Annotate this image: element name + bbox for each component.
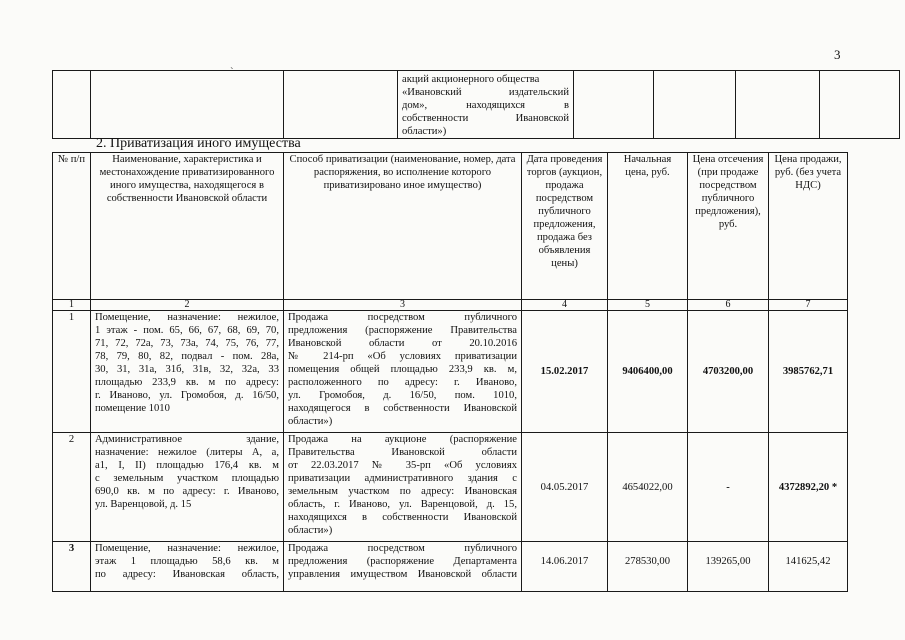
column-number: 4 — [522, 300, 608, 311]
column-number: 2 — [91, 300, 284, 311]
row-date: 04.05.2017 — [522, 433, 608, 542]
row-cutoff-price: 4703200,00 — [688, 311, 769, 433]
row-start-price: 9406400,00 — [608, 311, 688, 433]
row-cutoff-price: 139265,00 — [688, 542, 769, 592]
row-num: 2 — [53, 433, 91, 542]
row-method: Продажа посредством публичного предложения (распоряжение Правительства Ивановской области от 20.10.2016 № 214-рп «Об условиях приватизации помещения общей площадью 233,9 кв. м, расположенного по адресу: г. Иваново, ул. Громобоя, д. 16/50, пом. 1010, находящегося в собственности Ивановской области») — [284, 311, 522, 433]
header-num: № п/п — [53, 153, 91, 300]
row-date: 15.02.2017 — [522, 311, 608, 433]
table-row — [53, 311, 848, 433]
section-title: 2. Приватизация иного имущества — [96, 136, 301, 151]
header-date: Дата проведения торгов (аукцион, продажа посредством публичного предложения, продажа без объявления цены) — [522, 153, 608, 300]
column-number: 5 — [608, 300, 688, 311]
header-method: Способ приватизации (наименование, номер, дата распоряжения, во исполнение которого приватизировано иное имущество) — [284, 153, 522, 300]
table-row — [53, 542, 848, 592]
row-method: Продажа посредством публичного предложения (распоряжение Департамента управления имуществом Ивановской области — [284, 542, 522, 592]
header-start-price: Начальная цена, руб. — [608, 153, 688, 300]
row-method: Продажа на аукционе (распоряжение Правительства Ивановской области от 22.03.2017 № 35-рп «Об условиях приватизации административного здания с земельным участком по адресу: Ивановская область, г. Иваново, ул. Варенцовой, д. 15, находящихся в собственности Ивановской области») — [284, 433, 522, 542]
table-header-row — [53, 153, 848, 300]
row-start-price: 4654022,00 — [608, 433, 688, 542]
column-number: 6 — [688, 300, 769, 311]
column-number-row — [53, 300, 848, 311]
row-sale-price: 4372892,20 * — [769, 433, 848, 542]
table-row — [53, 433, 848, 542]
stray-mark: ˋ — [230, 66, 234, 78]
row-name: Помещение, назначение: нежилое, 1 этаж - пом. 65, 66, 67, 68, 69, 70, 71, 72, 72а, 73, 73а, 74, 75, 76, 77, 78, 79, 80, 82, подвал - пом. 28а, 30, 31, 31а, 31б, 31в, 32, 32а, 33 площадью 233,9 кв. м по адресу: г. Иваново, ул. Громобоя, д. 16/50, помещение 1010 — [91, 311, 284, 433]
row-start-price: 278530,00 — [608, 542, 688, 592]
header-name: Наименование, характеристика и местонахождение приватизированного иного имущества, находящегося в собственности Ивановской области — [91, 153, 284, 300]
privatization-table — [52, 152, 848, 592]
row-name: Административное здание, назначение: нежилое (литеры А, а, а1, I, II) площадью 176,4 кв. м с земельным участком площадью 690,0 кв. м по адресу: г. Иваново, ул. Варенцовой, д. 15 — [91, 433, 284, 542]
column-number: 1 — [53, 300, 91, 311]
row-cutoff-price: - — [688, 433, 769, 542]
row-sale-price: 3985762,71 — [769, 311, 848, 433]
row-num: 3 — [53, 542, 91, 592]
prev-row-method-cell: акций акционерного общества «Ивановский издательский дом», находящихся в собственности Ивановской области») — [398, 71, 574, 139]
row-num: 1 — [53, 311, 91, 433]
header-cutoff-price: Цена отсечения (при продаже посредством публичного предложения), руб. — [688, 153, 769, 300]
page-number: 3 — [834, 47, 841, 62]
previous-table-continuation — [52, 70, 900, 139]
row-name: Помещение, назначение: нежилое, этаж 1 площадью 58,6 кв. м по адресу: Ивановская область, — [91, 542, 284, 592]
row-date: 14.06.2017 — [522, 542, 608, 592]
row-sale-price: 141625,42 — [769, 542, 848, 592]
column-number: 3 — [284, 300, 522, 311]
header-sale-price: Цена продажи, руб. (без учета НДС) — [769, 153, 848, 300]
column-number: 7 — [769, 300, 848, 311]
